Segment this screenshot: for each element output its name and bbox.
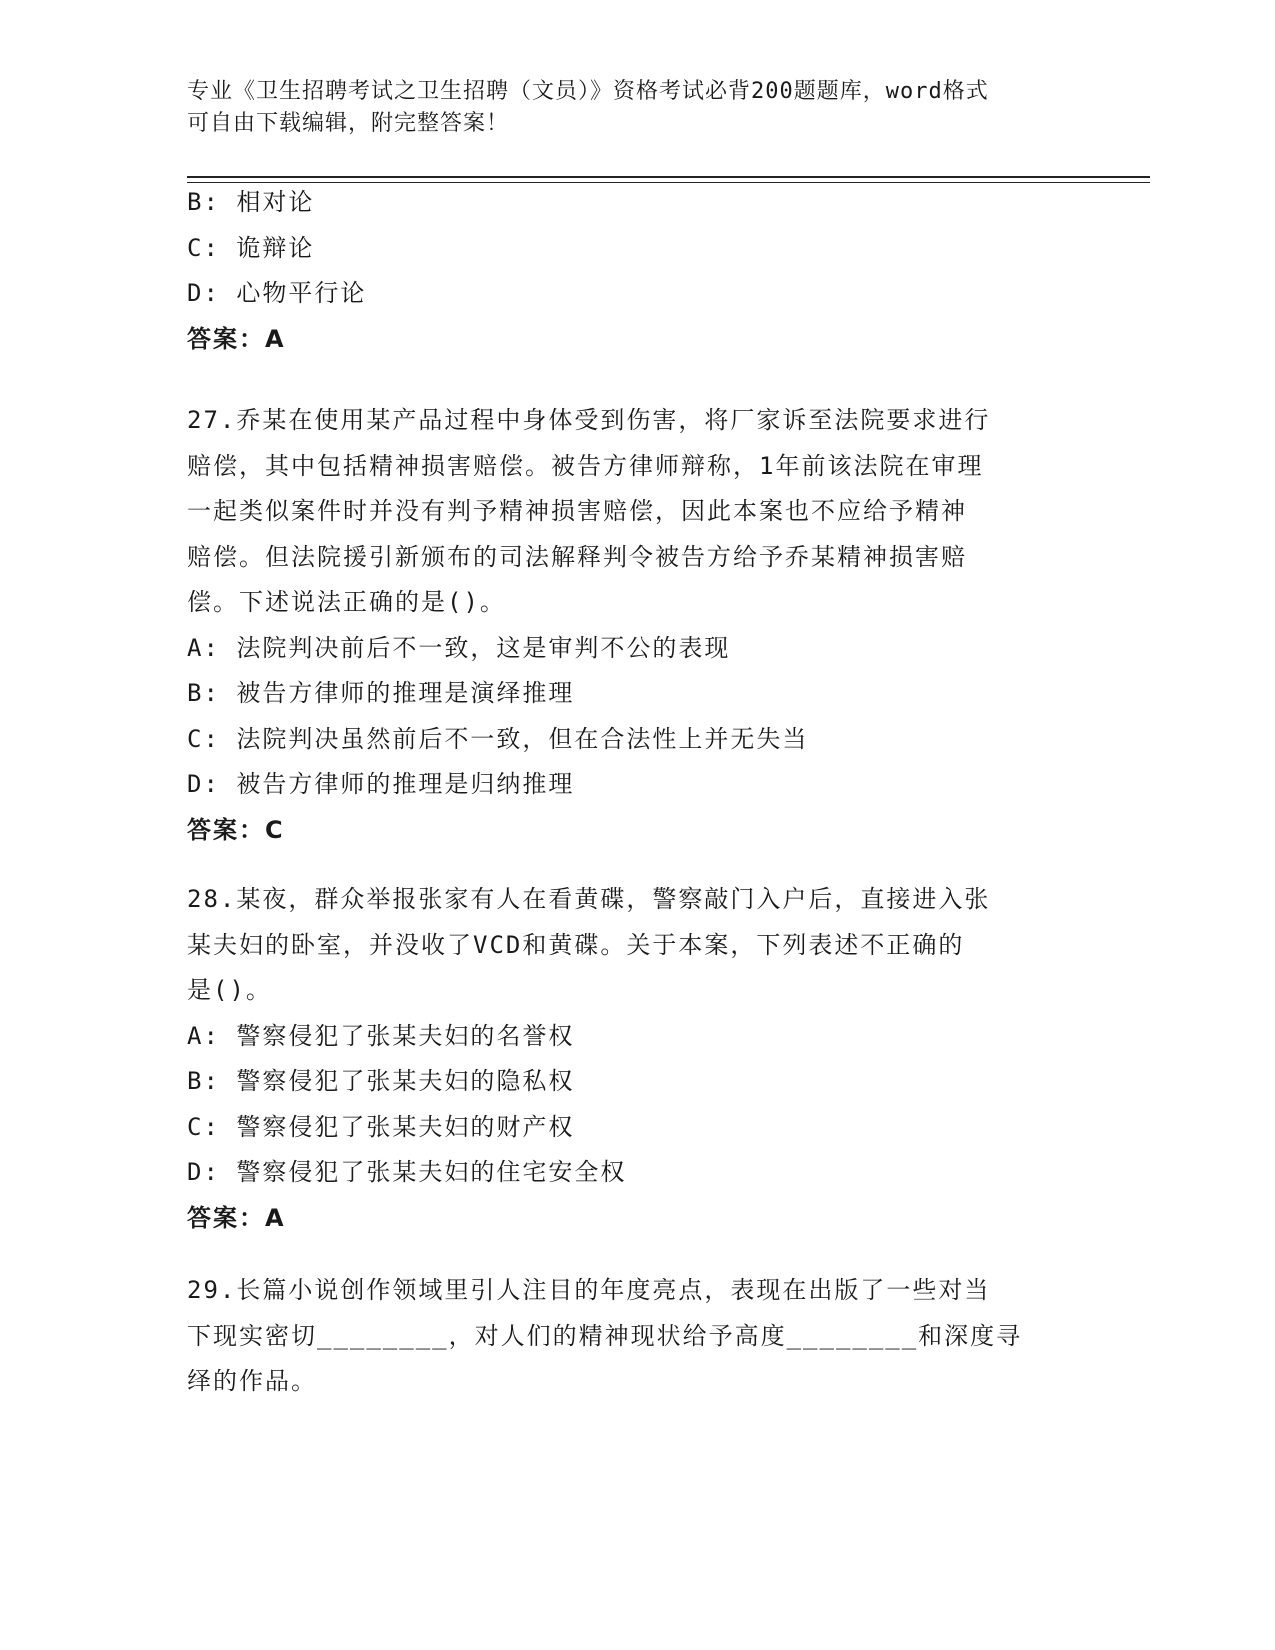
question-stem-line: 28.某夜，群众举报张家有人在看黄碟，警察敲门入户后，直接进入张 — [187, 885, 991, 913]
header-rule-thick — [187, 176, 1150, 178]
question-stem-line: 是()。 — [187, 976, 272, 1004]
question-29 — [187, 1268, 1087, 1405]
option-b: B: 警察侵犯了张某夫妇的隐私权 — [187, 1067, 575, 1095]
question-28 — [187, 877, 1087, 1241]
question-stem-line: 29.长篇小说创作领域里引人注目的年度亮点，表现在出版了一些对当 — [187, 1276, 991, 1304]
question-stem-line: 某夫妇的卧室，并没收了VCD和黄碟。关于本案，下列表述不正确的 — [187, 930, 965, 959]
question-stem-line: 偿。下述说法正确的是()。 — [187, 588, 506, 616]
question-stem-line: 绎的作品。 — [187, 1367, 317, 1395]
question-stem-line: 27.乔某在使用某产品过程中身体受到伤害，将厂家诉至法院要求进行 — [187, 406, 991, 434]
option-a: A: 警察侵犯了张某夫妇的名誉权 — [187, 1021, 575, 1050]
answer-line: 答案：A — [187, 324, 286, 353]
option-c: C: 警察侵犯了张某夫妇的财产权 — [187, 1112, 575, 1141]
question-stem-line: 赔偿。但法院援引新颁布的司法解释判令被告方给予乔某精神损害赔 — [187, 542, 967, 571]
option-c: C: 诡辩论 — [187, 233, 315, 262]
option-d: D: 被告方律师的推理是归纳推理 — [187, 770, 575, 798]
answer-line: 答案：A — [187, 1203, 286, 1232]
option-d: D: 心物平行论 — [187, 279, 367, 307]
option-c: C: 法院判决虽然前后不一致，但在合法性上并无失当 — [187, 724, 809, 753]
question-26-continued — [187, 180, 1087, 362]
question-27 — [187, 398, 1087, 853]
option-b: B: 相对论 — [187, 188, 315, 216]
page-header-title: 专业《卫生招聘考试之卫生招聘（文员）》资格考试必背200题题库，word格式 可自由下载编辑，附完整答案！ — [187, 79, 989, 136]
option-d: D: 警察侵犯了张某夫妇的住宅安全权 — [187, 1158, 627, 1186]
option-a: A: 法院判决前后不一致，这是审判不公的表现 — [187, 633, 731, 662]
question-stem-line: 赔偿，其中包括精神损害赔偿。被告方律师辩称，1年前该法院在审理 — [187, 451, 984, 480]
answer-line: 答案：C — [187, 815, 285, 844]
question-stem-line: 下现实密切________，对人们的精神现状给予高度________和深度寻 — [187, 1321, 1023, 1350]
option-b: B: 被告方律师的推理是演绎推理 — [187, 679, 575, 707]
question-stem-line: 一起类似案件时并没有判予精神损害赔偿，因此本案也不应给予精神 — [187, 497, 967, 525]
